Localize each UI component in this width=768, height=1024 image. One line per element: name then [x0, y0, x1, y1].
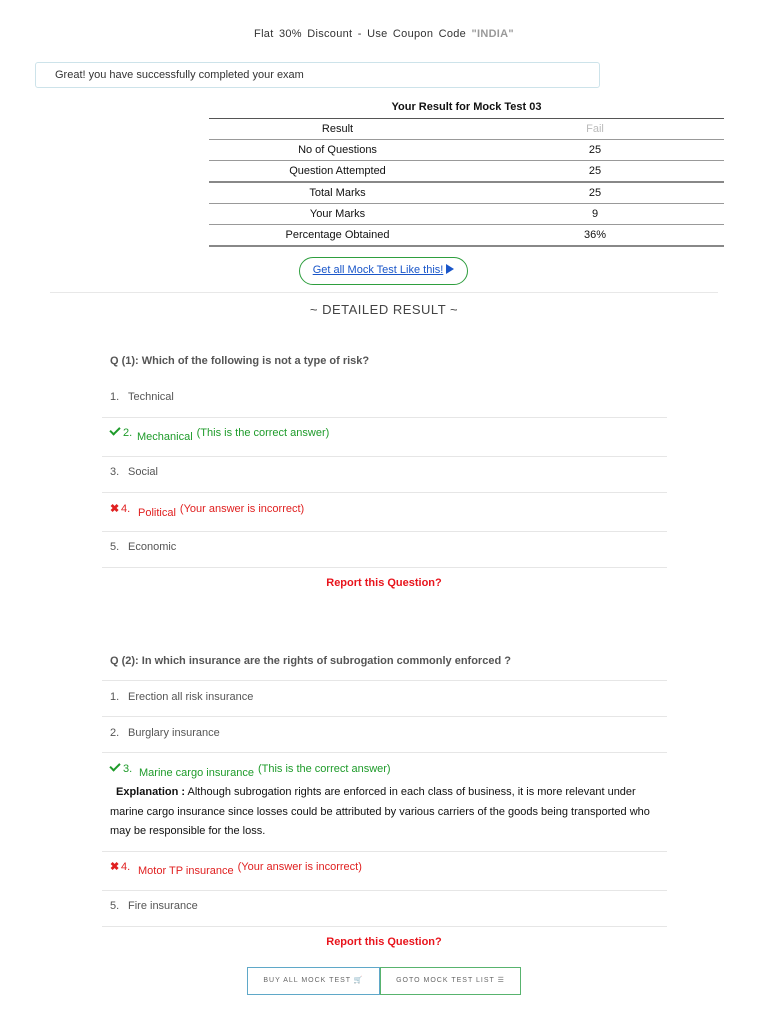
divider: [102, 567, 667, 568]
detailed-result-heading: ~ DETAILED RESULT ~: [309, 302, 459, 317]
table-row: [209, 204, 724, 225]
divider: [102, 890, 667, 891]
option-number: 4.: [121, 503, 131, 515]
check-icon: [109, 760, 120, 771]
result-label: Percentage Obtained: [209, 225, 466, 247]
discount-banner: [0, 28, 768, 40]
goto-mock-test-list-button[interactable]: GOTO MOCK TEST LIST ☰: [380, 967, 521, 995]
option-text: Marine cargo insurance: [139, 767, 254, 779]
explanation-text: Although subrogation rights are enforced in each class of business, it is more relevant under marine cargo insurance since losses could be attributed by various carriers of the goods being transported who may be responsible for the loss.: [110, 786, 650, 837]
divider: [102, 926, 667, 927]
divider: [102, 680, 667, 681]
result-value: 9: [466, 204, 724, 225]
question-1-option-1: [110, 391, 174, 403]
divider: [102, 417, 667, 418]
divider: [102, 851, 667, 852]
report-question-1-link[interactable]: Report this Question?: [326, 577, 442, 589]
question-1-prompt: Q (1): Which of the following is not a type of risk?: [110, 355, 370, 367]
result-value: Fail: [466, 119, 724, 140]
result-label: Total Marks: [209, 182, 466, 204]
question-2-explanation: [110, 783, 650, 842]
table-row: [209, 140, 724, 161]
option-text: Fire insurance: [128, 900, 198, 912]
table-row: [209, 161, 724, 183]
divider: [50, 292, 718, 293]
result-label: Your Marks: [209, 204, 466, 225]
option-number: 2.: [110, 727, 120, 739]
get-all-mock-test-label: Get all Mock Test Like this!: [312, 264, 444, 276]
result-table: [209, 118, 724, 247]
discount-banner-text: Flat 30% Discount - Use Coupon Code: [254, 28, 472, 40]
report-question-2-link[interactable]: Report this Question?: [326, 936, 442, 948]
result-value: 36%: [466, 225, 724, 247]
cross-icon: ✖: [110, 861, 120, 873]
table-row: [209, 182, 724, 204]
divider: [102, 456, 667, 457]
result-value: 25: [466, 140, 724, 161]
result-value: 25: [466, 182, 724, 204]
explanation-label: Explanation :: [116, 786, 186, 798]
divider: [102, 492, 667, 493]
success-alert-text: Great! you have successfully completed your exam: [55, 69, 304, 81]
question-1-option-4: [110, 502, 305, 519]
divider: [102, 716, 667, 717]
question-1-option-5: [110, 541, 176, 553]
result-label: No of Questions: [209, 140, 466, 161]
result-title: Your Result for Mock Test 03: [391, 101, 542, 113]
buy-all-mock-test-button[interactable]: BUY ALL MOCK TEST 🛒: [247, 967, 380, 995]
divider: [102, 752, 667, 753]
option-number: 2.: [123, 427, 133, 439]
divider: [102, 531, 667, 532]
question-2-option-4: [110, 860, 362, 877]
option-text: Social: [128, 466, 158, 478]
coupon-code: "INDIA": [471, 28, 514, 40]
play-icon: [446, 264, 454, 274]
option-number: 5.: [110, 900, 120, 912]
success-alert: [35, 62, 600, 88]
incorrect-answer-note: (Your answer is incorrect): [237, 861, 362, 873]
option-number: 1.: [110, 391, 120, 403]
question-1-option-2: [110, 427, 330, 443]
question-2-prompt: Q (2): In which insurance are the rights of subrogation commonly enforced ?: [110, 655, 511, 667]
question-2-option-2: [110, 727, 220, 739]
question-2-option-3: [110, 763, 391, 779]
question-2-option-1: [110, 691, 253, 703]
get-all-mock-test-link[interactable]: [299, 257, 468, 285]
result-label: Question Attempted: [209, 161, 466, 183]
correct-answer-note: (This is the correct answer): [257, 763, 391, 775]
question-2-option-5: [110, 900, 198, 912]
table-row: [209, 225, 724, 247]
table-row: [209, 119, 724, 140]
option-number: 3.: [110, 466, 120, 478]
question-1-option-3: [110, 466, 158, 478]
option-number: 4.: [121, 861, 131, 873]
option-text: Technical: [128, 391, 174, 403]
option-text: Mechanical: [137, 431, 193, 443]
option-number: 5.: [110, 541, 120, 553]
option-text: Political: [138, 507, 176, 519]
correct-answer-note: (This is the correct answer): [196, 427, 330, 439]
option-text: Erection all risk insurance: [128, 691, 254, 703]
option-number: 3.: [123, 763, 133, 775]
result-label: Result: [209, 119, 466, 140]
result-value: 25: [466, 161, 724, 183]
option-number: 1.: [110, 691, 120, 703]
option-text: Economic: [128, 541, 177, 553]
incorrect-answer-note: (Your answer is incorrect): [179, 503, 305, 515]
check-icon: [109, 424, 120, 435]
option-text: Burglary insurance: [128, 727, 220, 739]
option-text: Motor TP insurance: [138, 865, 234, 877]
cross-icon: ✖: [110, 503, 120, 515]
